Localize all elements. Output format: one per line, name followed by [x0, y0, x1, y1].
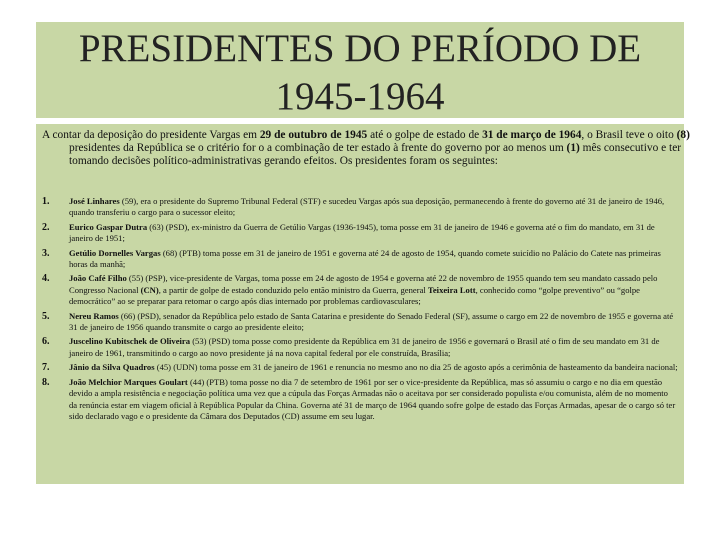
- content-panel: [36, 124, 690, 484]
- intro-date-start: 29 de outubro de 1945: [259, 129, 368, 141]
- intro-text-5: mês consecutivo e ter tomando decisões político-administrativas gerando efeitos. Os presidentes foram os seguintes:: [69, 142, 682, 167]
- title-panel: [36, 22, 684, 118]
- intro-paragraph: [42, 129, 705, 168]
- list-item: [42, 273, 678, 307]
- item-text: [69, 196, 678, 219]
- president-description: (44) (PTB) toma posse no dia 7 de setembro de 1961 por ser o vice-presidente da República, mas só assumiu o cargo e no dia em questão devido a ampla resistência e negociação política uma vez que a cúpula das Forças Armadas não o aceitava por ser considerado populista e/ou comunista, além de no momento da renúncia estar em viagem oficial à República Popular da China. Governa até 31 de março de 1964 quando sofre golpe de estado das Forças Armadas, apesar de o cargo só ter sido declarado vago e o presidente da Câmara dos Deputados (CD) assume em seu lugar.: [69, 376, 676, 421]
- item-number: 4.: [42, 273, 50, 285]
- list-item: [42, 222, 678, 245]
- item-number: 6.: [42, 336, 50, 348]
- president-name: João Melchior Marques Goulart: [69, 376, 188, 387]
- president-name: Juscelino Kubitschek de Oliveira: [69, 336, 191, 347]
- item-text: [69, 222, 678, 245]
- list-item: [42, 311, 678, 334]
- president-name: Jânio da Silva Quadros: [69, 362, 155, 373]
- item-text: [69, 311, 678, 334]
- item-number: 1.: [42, 196, 50, 207]
- list-item: [42, 248, 678, 271]
- president-name: Eurico Gaspar Dutra: [69, 221, 148, 232]
- president-name: José Linhares: [69, 196, 120, 206]
- intro-month-count: (1): [566, 142, 580, 154]
- item-text: [69, 362, 678, 373]
- president-description: (68) (PTB) toma posse em 31 de janeiro de 1951 e governa até 24 de agosto de 1954, quando comete suicídio no Palácio do Catete nas primeiras horas da manhã;: [69, 247, 661, 270]
- intro-text-4: presidentes da República se o critério for o a combinação de ter estado à frente do governo por ao menos um: [69, 142, 567, 154]
- president-description: (55) (PSP), vice-presidente de Vargas, toma posse em 24 de agosto de 1954 e governa até 22 de novembro de 1955 quando tem seu mandato cassado pelo Congresso Nacional: [69, 273, 658, 295]
- intro-text-1: A contar da deposição do presidente Vargas em: [42, 129, 260, 141]
- president-description: (53) (PSD) toma posse como presidente da República em 31 de janeiro de 1956 e governará o Brasil até o fim de seu mandato em 31 de janeiro de 1961, transmitindo o cargo ao novo presidente já na nova capital federal por ele construída, Brasília;: [69, 336, 660, 358]
- item-text: [69, 273, 678, 307]
- item-number: 7.: [42, 362, 50, 374]
- president-name: João Café Filho: [69, 273, 127, 284]
- president-description: (59), era o presidente do Supremo Tribunal Federal (STF) e sucedeu Vargas após sua deposição, permanecendo à frente do governo até 31 de janeiro de 1946, quando transferiu o cargo para o sucessor eleito;: [69, 196, 665, 218]
- congress-abbr: (CN): [140, 284, 159, 295]
- title-line-1: PRESIDENTES DO PERÍODO DE: [78, 27, 642, 70]
- slide-title: [36, 25, 684, 121]
- item-text: [69, 377, 678, 423]
- list-item: [42, 362, 678, 373]
- president-description-2: , a partir de golpe de estado conduzido pelo então ministro da Guerra, general: [158, 284, 428, 295]
- item-number: 3.: [42, 247, 50, 259]
- president-name: Nereu Ramos: [69, 310, 119, 321]
- item-text: [69, 248, 678, 271]
- title-line-2: 1945-1964: [275, 75, 445, 118]
- list-item: [42, 336, 678, 359]
- intro-count: (8): [676, 129, 690, 141]
- general-name: Teixeira Lott: [427, 284, 476, 295]
- president-description: (63) (PSD), ex-ministro da Guerra de Getúlio Vargas (1936-1945), toma posse em 31 de janeiro de 1946 e governa até o fim do mandato, em 31 de janeiro de 1951;: [69, 221, 655, 244]
- president-description: (66) (PSD), senador da República pelo estado de Santa Catarina e presidente do Senado Federal (SF), assume o cargo em 22 de novembro de 1955 e governa até 31 de janeiro de 1956 quando transmite o cargo ao presidente eleito;: [69, 310, 674, 333]
- item-number: 2.: [42, 221, 50, 233]
- intro-date-end: 31 de março de 1964: [482, 129, 582, 141]
- item-number: 5.: [42, 310, 50, 322]
- list-item: [42, 377, 678, 423]
- president-description-3: , conhecido como “golpe preventivo” ou “golpe democrático” ao se preparar para retomar o cargo após dias internado por problemas cardiovasculares;: [69, 284, 640, 307]
- item-text: [69, 336, 678, 359]
- president-name: Getúlio Dornelles Vargas: [69, 247, 161, 258]
- intro-text-3: , o Brasil teve o oito: [581, 129, 677, 141]
- intro-text-2: até o golpe de estado de: [367, 129, 483, 141]
- list-item: [42, 196, 678, 219]
- president-description: (45) (UDN) toma posse em 31 de janeiro de 1961 e renuncia no mesmo ano no dia 25 de agosto após a cerimônia de hasteamento da bandeira nacional;: [154, 362, 678, 373]
- item-number: 8.: [42, 376, 50, 388]
- presidents-list: [42, 196, 678, 425]
